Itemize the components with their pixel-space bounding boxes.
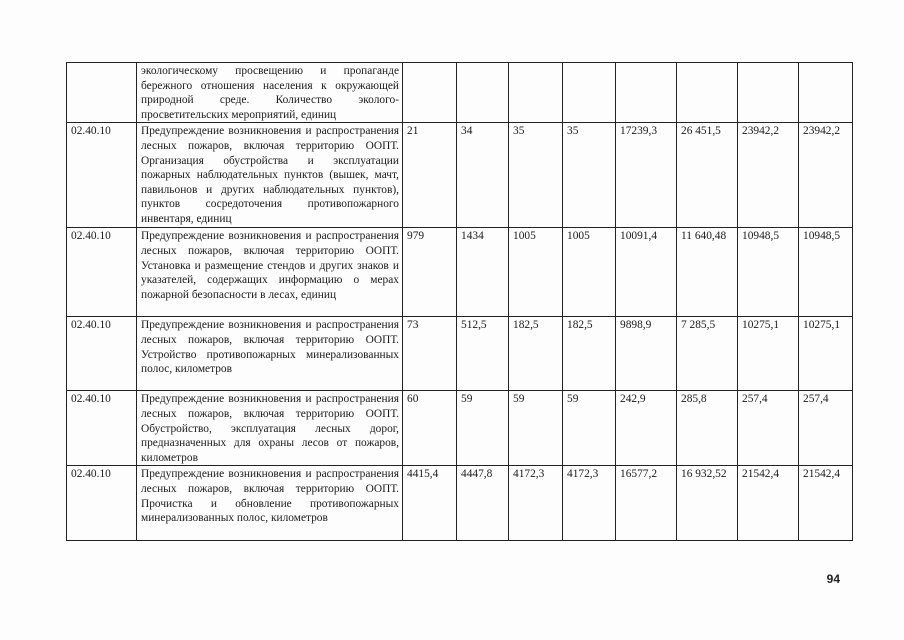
row-value-2: 34: [457, 123, 509, 228]
page-number: 94: [826, 572, 840, 586]
row-code: 02.40.10: [67, 317, 137, 391]
row-value-4: 35: [563, 123, 616, 228]
row-value-3: 4172,3: [509, 466, 563, 541]
row-value-5: 16577,2: [616, 466, 677, 541]
row-value-6: 11 640,48: [677, 228, 738, 317]
row-value-1: 60: [403, 391, 457, 466]
row-description: Предупреждение возникновения и распространения лесных пожаров, включая территорию ООПТ. Обустройство, эксплуатация лесных дорог, предназначенных для охраны лесов от пожаров, километров: [137, 391, 403, 466]
row-value-5: 17239,3: [616, 123, 677, 228]
row-value-3: 35: [509, 123, 563, 228]
row-value-8: 23942,2: [799, 123, 853, 228]
row-value-4: 4172,3: [563, 466, 616, 541]
row-value-7: 257,4: [738, 391, 799, 466]
table-row: [67, 317, 853, 391]
row-value-3: [509, 63, 563, 123]
table-row: [67, 228, 853, 317]
row-code: 02.40.10: [67, 466, 137, 541]
row-value-8: 21542,4: [799, 466, 853, 541]
row-value-2: 1434: [457, 228, 509, 317]
row-value-7: 10948,5: [738, 228, 799, 317]
row-code: 02.40.10: [67, 391, 137, 466]
row-value-6: [677, 63, 738, 123]
row-value-1: [403, 63, 457, 123]
row-value-8: 10948,5: [799, 228, 853, 317]
table-row: [67, 63, 853, 123]
row-code: 02.40.10: [67, 228, 137, 317]
row-code: 02.40.10: [67, 123, 137, 228]
row-value-8: 10275,1: [799, 317, 853, 391]
row-description: Предупреждение возникновения и распространения лесных пожаров, включая территорию ООПТ. Установка и размещение стендов и других знаков и указателей, содержащих информацию о мерах пожарной безопасности в лесах, единиц: [137, 228, 403, 317]
row-value-4: 182,5: [563, 317, 616, 391]
row-value-6: 26 451,5: [677, 123, 738, 228]
row-value-7: 10275,1: [738, 317, 799, 391]
table-row: [67, 123, 853, 228]
table-row: [67, 391, 853, 466]
row-description: Предупреждение возникновения и распространения лесных пожаров, включая территорию ООПТ. Прочистка и обновление противопожарных минерализованных полос, километров: [137, 466, 403, 541]
row-value-3: 1005: [509, 228, 563, 317]
row-value-2: 59: [457, 391, 509, 466]
row-value-6: 7 285,5: [677, 317, 738, 391]
row-description: Предупреждение возникновения и распространения лесных пожаров, включая территорию ООПТ. Устройство противопожарных минерализованных полос, километров: [137, 317, 403, 391]
row-value-3: 59: [509, 391, 563, 466]
row-value-1: 21: [403, 123, 457, 228]
row-value-3: 182,5: [509, 317, 563, 391]
row-value-5: 10091,4: [616, 228, 677, 317]
row-value-2: [457, 63, 509, 123]
row-value-5: [616, 63, 677, 123]
data-table: [66, 62, 853, 541]
row-value-2: 4447,8: [457, 466, 509, 541]
row-value-5: 242,9: [616, 391, 677, 466]
row-value-2: 512,5: [457, 317, 509, 391]
row-value-1: 4415,4: [403, 466, 457, 541]
row-value-4: 59: [563, 391, 616, 466]
row-value-8: [799, 63, 853, 123]
row-value-1: 979: [403, 228, 457, 317]
row-value-1: 73: [403, 317, 457, 391]
row-value-6: 16 932,52: [677, 466, 738, 541]
row-value-7: 23942,2: [738, 123, 799, 228]
row-description: экологическому просвещению и пропаганде бережного отношения населения к окружающей природной среде. Количество эколого-просветительских мероприятий, единиц: [137, 63, 403, 123]
table-row: [67, 466, 853, 541]
row-value-7: 21542,4: [738, 466, 799, 541]
row-value-5: 9898,9: [616, 317, 677, 391]
row-value-4: [563, 63, 616, 123]
row-code: [67, 63, 137, 123]
row-description: Предупреждение возникновения и распространения лесных пожаров, включая территорию ООПТ. Организация обустройства и эксплуатации пожарных наблюдательных пунктов (вышек, мачт, павильонов и других наблюдательных пунктов), пунктов сосредоточения противопожарного инвентаря, единиц: [137, 123, 403, 228]
row-value-6: 285,8: [677, 391, 738, 466]
row-value-7: [738, 63, 799, 123]
row-value-8: 257,4: [799, 391, 853, 466]
row-value-4: 1005: [563, 228, 616, 317]
